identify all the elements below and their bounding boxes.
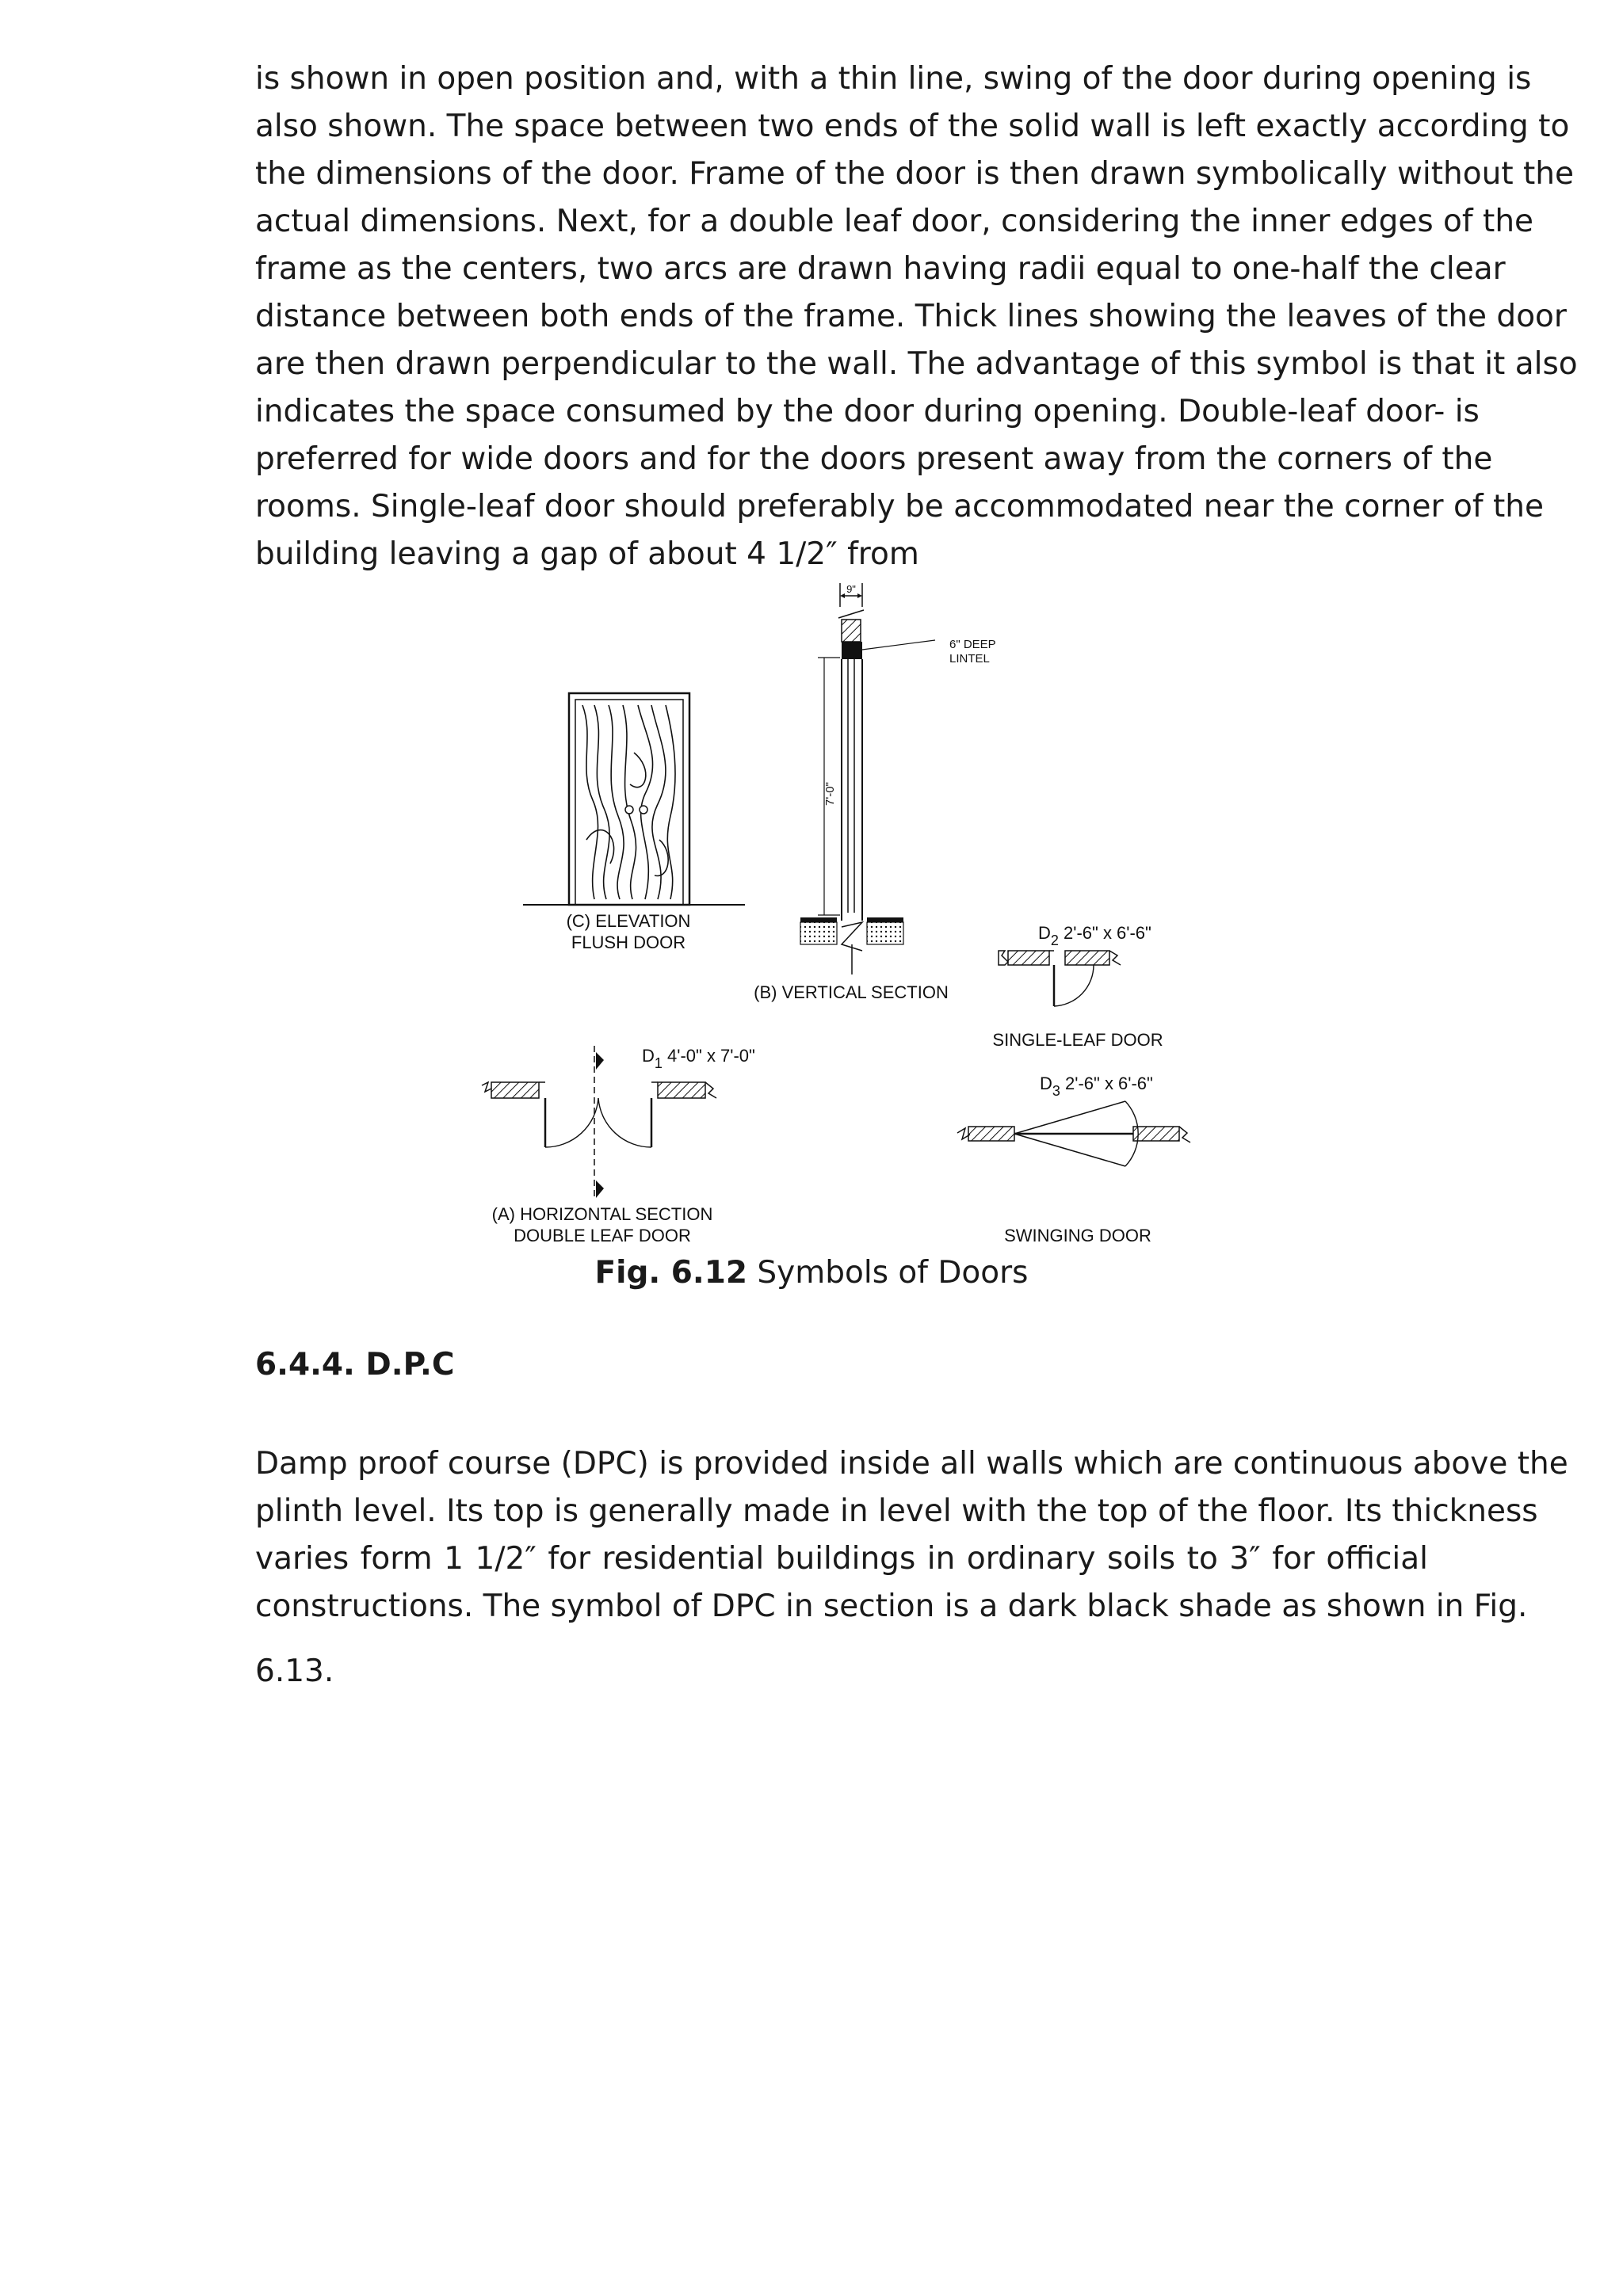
- text-line: preferred for wide doors and for the doors present away from the corners of the: [255, 441, 1493, 477]
- text-line: plinth level. Its top is generally made in level with the top of the floor. Its thickness: [255, 1493, 1538, 1529]
- single-leaf-label: SINGLE-LEAF DOOR: [992, 1030, 1163, 1050]
- text-line: are then drawn perpendicular to the wall. The advantage of this symbol is that it also: [255, 346, 1578, 382]
- body-paragraph-3: 6.13.: [255, 1653, 334, 1689]
- figure-door-symbols: [475, 578, 1205, 1260]
- text-line: constructions. The symbol of DPC in section is a dark black shade as shown in Fig.: [255, 1589, 1528, 1624]
- vertical-section-drawing: [800, 583, 935, 974]
- dim-9-inch: 9": [846, 583, 856, 595]
- text-line: the dimensions of the door. Frame of the door is then drawn symbolically without the: [255, 156, 1575, 192]
- text-line: Damp proof course (DPC) is provided inside all walls which are continuous above the: [255, 1446, 1568, 1482]
- elevation-flush-door-drawing: [523, 693, 745, 905]
- text-line: is shown in open position and, with a thin line, swing of the door during opening is: [255, 61, 1532, 97]
- vertical-section-label: (B) VERTICAL SECTION: [754, 982, 949, 1002]
- body-paragraph-1: [255, 55, 1578, 578]
- text-line: also shown. The space between two ends of the solid wall is left exactly according to: [255, 109, 1570, 144]
- d3-label: $D_3$ 2'-6" x 6'-6": [1040, 1074, 1153, 1099]
- text-line: actual dimensions. Next, for a double leaf door, considering the inner edges of the: [255, 204, 1534, 239]
- horizontal-section-label-line1: (A) HORIZONTAL SECTION: [491, 1204, 713, 1224]
- figure-caption: [0, 1253, 1623, 1293]
- elevation-label-line2: FLUSH DOOR: [571, 933, 686, 952]
- text-line: rooms. Single-leaf door should preferably be accommodated near the corner of the: [255, 489, 1544, 524]
- text-line: indicates the space consumed by the door during opening. Double-leaf door- is: [255, 394, 1480, 429]
- swinging-door-drawing: [957, 1101, 1190, 1166]
- text-line: frame as the centers, two arcs are drawn having radii equal to one-half the clear: [255, 251, 1506, 287]
- horizontal-section-label-line2: DOUBLE LEAF DOOR: [514, 1226, 691, 1245]
- dim-7-feet: 7'-0": [823, 782, 837, 806]
- text-line: building leaving a gap of about 4 1/2″ from: [255, 536, 919, 572]
- section-heading: 6.4.4. D.P.C: [255, 1347, 455, 1383]
- d1-label: $D_1$ 4'-0" x 7'-0": [642, 1046, 755, 1071]
- d2-label: $D_2$ 2'-6" x 6'-6": [1038, 923, 1151, 948]
- caption-figure-number: Fig. 6.12: [594, 1255, 748, 1291]
- body-paragraph-2: [255, 1440, 1568, 1630]
- double-leaf-door-drawing: [482, 1046, 716, 1198]
- elevation-label-line1: (C) ELEVATION: [566, 911, 691, 931]
- text-line: distance between both ends of the frame. Thick lines showing the leaves of the door: [255, 299, 1567, 334]
- lintel-label-line2: LINTEL: [949, 652, 990, 666]
- text-line: varies form 1 1/2″ for residential buildings in ordinary soils to 3″ for official: [255, 1541, 1428, 1577]
- single-leaf-door-drawing: [999, 951, 1121, 1006]
- caption-text: Symbols of Doors: [747, 1255, 1029, 1291]
- swinging-door-label: SWINGING DOOR: [1004, 1226, 1151, 1245]
- lintel-label-line1: 6" DEEP: [949, 638, 996, 651]
